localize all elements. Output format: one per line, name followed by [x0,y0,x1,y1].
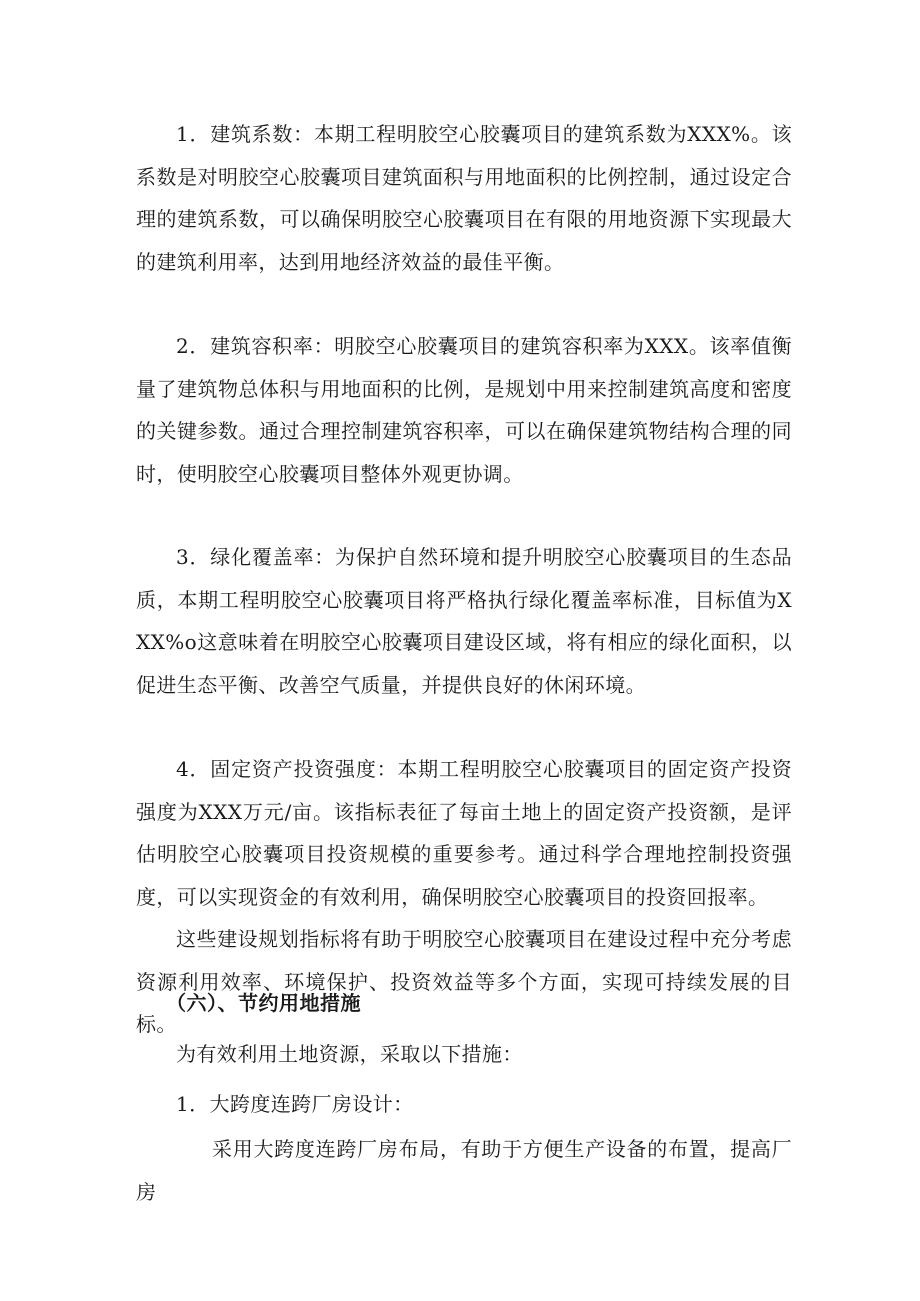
item-title: 1．大跨度连跨厂房设计： [176,1092,414,1116]
paragraph-green-coverage: 3．绿化覆盖率：为保护自然环境和提升明胶空心胶囊项目的生态品质，本期工程明胶空心胶囊项目将严格执行绿化覆盖率标准，目标值为XXX%o这意味着在明胶空心胶囊项目建设区域，将有相应的绿化面积，以促进生态平衡、改善空气质量，并提供良好的休闲环境。 [136,545,792,697]
paragraph-investment-intensity: 4．固定资产投资强度：本期工程明胶空心胶囊项目的固定资产投资强度为XXX万元/亩。该指标表征了每亩土地上的固定资产投资额，是评估明胶空心胶囊项目投资规模的重要参考。通过科学合理地控制投资强度，可以实现资金的有效利用，确保明胶空心胶囊项目的投资回报率。 [136,757,792,909]
item-body: 采用大跨度连跨厂房布局，有助于方便生产设备的布置，提高厂房 [136,1137,792,1204]
paragraph-building-coefficient: 1．建筑系数：本期工程明胶空心胶囊项目的建筑系数为XXX%。该系数是对明胶空心胶囊项目建筑面积与用地面积的比例控制，通过设定合理的建筑系数，可以确保明胶空心胶囊项目在有限的用地资源下实现最大的建筑利用率，达到用地经济效益的最佳平衡。 [136,122,792,274]
intro-line: 为有效利用土地资源，采取以下措施： [176,1042,523,1066]
section-heading: （六）、节约用地措施 [166,991,361,1015]
paragraph-summary: 这些建设规划指标将有助于明胶空心胶囊项目在建设过程中充分考虑资源利用效率、环境保护、投资效益等多个方面，实现可持续发展的目标。 [136,927,792,1036]
paragraph-plot-ratio: 2．建筑容积率：明胶空心胶囊项目的建筑容积率为XXX。该率值衡量了建筑物总体积与用地面积的比例，是规划中用来控制建筑高度和密度的关键参数。通过合理控制建筑容积率，可以在确保建筑物结构合理的同时，使明胶空心胶囊项目整体外观更协调。 [136,334,792,486]
